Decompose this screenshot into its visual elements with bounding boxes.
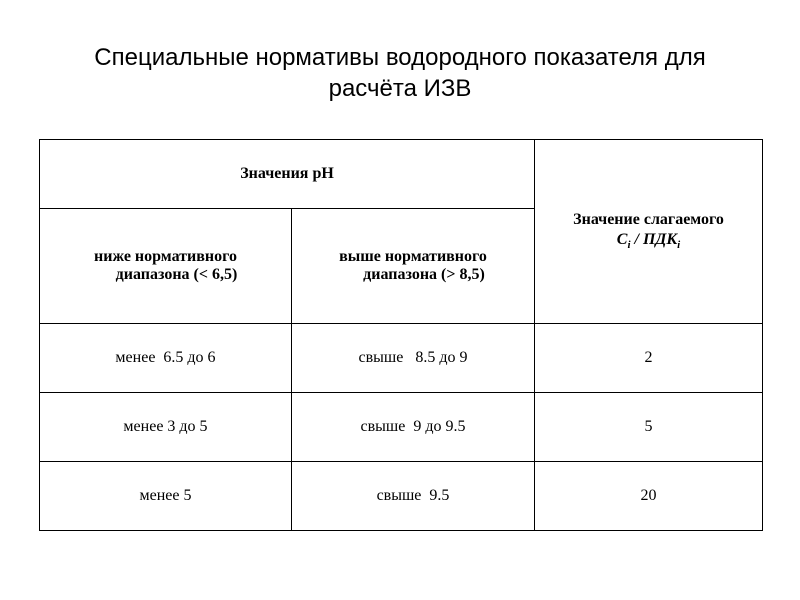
header-above-line-1: выше нормативного xyxy=(339,248,487,265)
cell-above: свыше 8.5 до 9 xyxy=(292,324,535,393)
formula-sub-i-1: i xyxy=(627,239,631,252)
cell-below: менее 5 xyxy=(40,462,292,531)
formula-c: C xyxy=(616,231,628,249)
formula-mid: / ПДК xyxy=(630,231,678,249)
cell-value: 2 xyxy=(535,324,763,393)
table-row xyxy=(40,324,763,393)
slide-title xyxy=(0,42,800,104)
cell-below: менее 6.5 до 6 xyxy=(40,324,292,393)
title-line-1: Специальные нормативы водородного показателя для xyxy=(94,44,706,71)
header-below-range xyxy=(40,209,292,324)
header-below-line-2: диапазона (< 6,5) xyxy=(115,266,238,283)
formula-sub-i-2: i xyxy=(677,239,681,252)
cell-value: 5 xyxy=(535,393,763,462)
header-below-line-1: ниже нормативного xyxy=(94,248,237,265)
table-row xyxy=(40,462,763,531)
header-ph-values: Значения pH xyxy=(40,140,535,209)
header-above-line-2: диапазона (> 8,5) xyxy=(363,266,485,283)
header-above-range xyxy=(292,209,535,324)
ph-norms-table xyxy=(39,139,763,531)
cell-above: свыше 9 до 9.5 xyxy=(292,393,535,462)
header-term-value xyxy=(535,140,763,324)
header-term-label: Значение слагаемого xyxy=(573,211,724,229)
cell-value: 20 xyxy=(535,462,763,531)
title-line-2: расчёта ИЗВ xyxy=(328,75,472,102)
table-row xyxy=(40,393,763,462)
cell-below: менее 3 до 5 xyxy=(40,393,292,462)
header-formula xyxy=(541,231,756,251)
table-header-row-1 xyxy=(40,140,763,209)
cell-above: свыше 9.5 xyxy=(292,462,535,531)
